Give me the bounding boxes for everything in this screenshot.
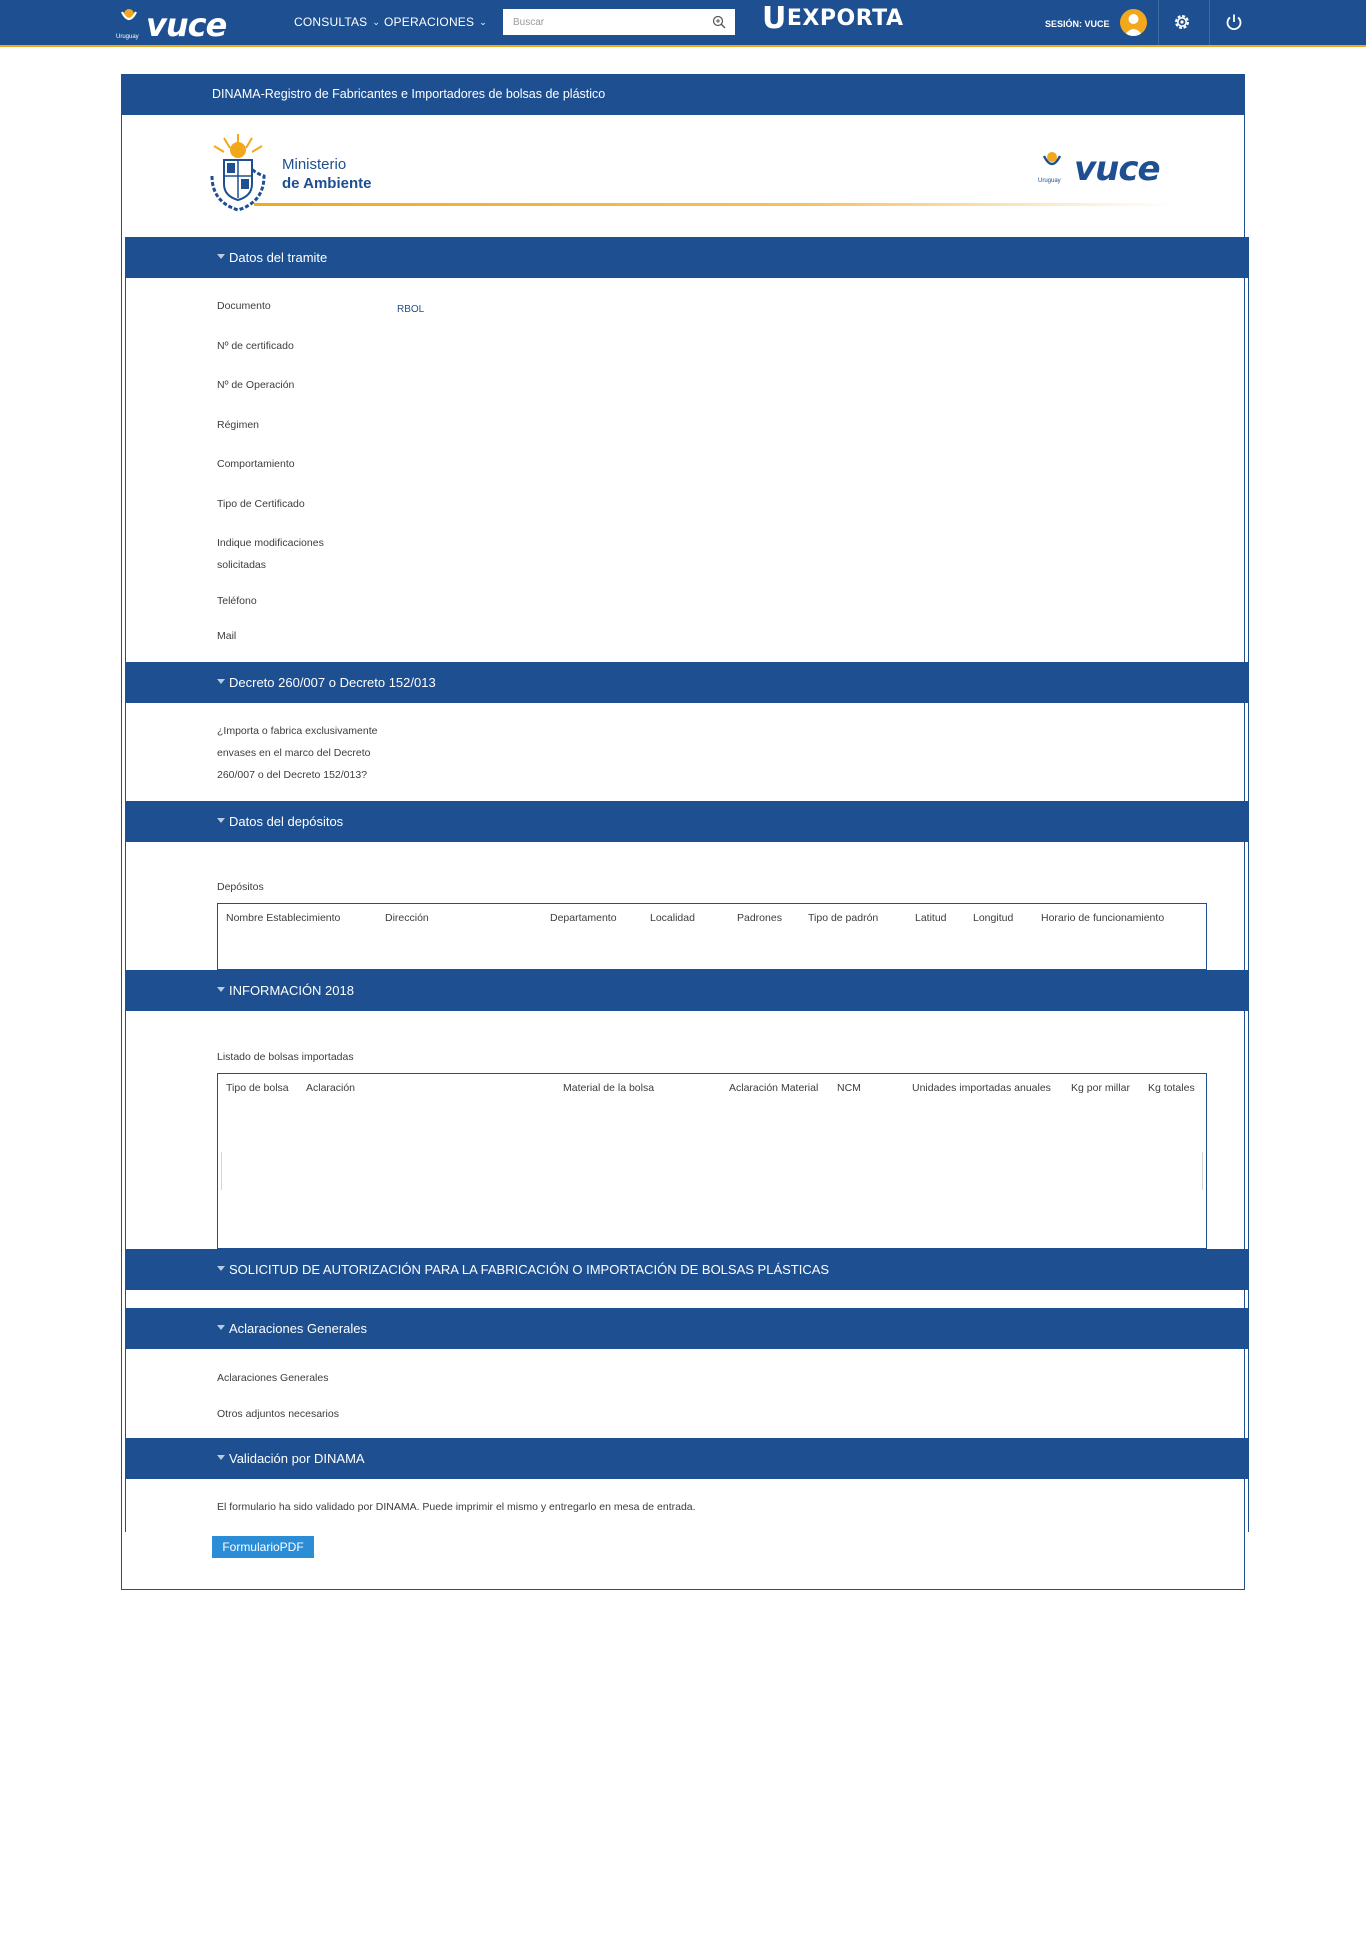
bolsas-grid[interactable] [217, 1073, 1207, 1249]
section-title: Aclaraciones Generales [229, 1321, 368, 1336]
uexporta-u: U [762, 1, 787, 36]
ministry-name [282, 155, 371, 193]
column-header[interactable]: Horario de funcionamiento [1041, 912, 1165, 924]
label-operacion: Nº de Operación [217, 379, 295, 391]
ministry-line-1: Ministerio [282, 156, 347, 173]
column-header[interactable]: NCM [837, 1082, 861, 1094]
label-documento: Documento [217, 300, 271, 312]
column-header[interactable]: Dirección [385, 912, 429, 924]
column-header[interactable]: Aclaración Material [729, 1082, 819, 1094]
menu-operaciones-label: OPERACIONES [384, 15, 475, 29]
column-header[interactable]: Departamento [550, 912, 617, 924]
label-certificado: Nº de certificado [217, 340, 294, 352]
label-tipo-certificado: Tipo de Certificado [217, 498, 305, 510]
label-telefono: Teléfono [217, 595, 257, 607]
label-regimen: Régimen [217, 419, 260, 431]
logo-emblem-icon [116, 6, 142, 40]
panel-border-left [121, 115, 122, 229]
label-comportamiento: Comportamiento [217, 458, 295, 470]
ministry-seal-icon [202, 132, 274, 214]
session-label: SESIÓN: VUCE [1045, 19, 1110, 29]
section-title: INFORMACIÓN 2018 [229, 983, 354, 998]
column-header[interactable]: Kg totales [1148, 1082, 1195, 1094]
grid-scroll-handle[interactable] [1202, 1152, 1203, 1190]
uexporta-logo[interactable] [762, 1, 904, 36]
logo-country: Uruguay [116, 34, 139, 40]
vuce-banner-country: Uruguay [1038, 178, 1061, 184]
section-header-solicitud[interactable] [125, 1249, 1249, 1290]
search-input[interactable] [503, 9, 735, 35]
ministry-line-2: de Ambiente [282, 175, 372, 192]
section-title: SOLICITUD DE AUTORIZACIÓN PARA LA FABRICACIÓN O IMPORTACIÓN DE BOLSAS PLÁSTICAS [229, 1262, 830, 1277]
question-line-1: ¿Importa o fabrica exclusivamente [217, 725, 378, 737]
menu-consultas[interactable] [294, 15, 380, 29]
uexporta-word: EXPORTA [786, 6, 904, 31]
section-header-decreto[interactable] [125, 662, 1249, 703]
caret-down-icon [217, 987, 225, 992]
search-icon[interactable] [712, 15, 726, 29]
column-header[interactable]: Latitud [915, 912, 947, 924]
caret-down-icon [217, 679, 225, 684]
banner-divider [254, 203, 1174, 206]
column-header[interactable]: Aclaración [306, 1082, 356, 1094]
column-header[interactable]: Unidades importadas anuales [912, 1082, 1051, 1094]
section-header-validacion[interactable] [125, 1438, 1249, 1479]
vuce-logo[interactable] [116, 4, 227, 44]
column-header[interactable]: Nombre Establecimiento [226, 912, 341, 924]
section-title: Validación por DINAMA [229, 1451, 365, 1466]
label-modificaciones [217, 532, 324, 576]
label-mail: Mail [217, 630, 237, 642]
depositos-grid[interactable] [217, 903, 1207, 970]
top-navigation-bar [0, 0, 1366, 47]
column-header[interactable]: Material de la bolsa [563, 1082, 655, 1094]
toolbar-divider [1158, 0, 1159, 45]
value-documento: RBOL [397, 304, 425, 315]
column-header[interactable]: Localidad [650, 912, 695, 924]
logo-emblem-icon [1038, 150, 1066, 184]
grid-scroll-handle[interactable] [221, 1152, 222, 1190]
panel-border-right [1244, 115, 1245, 229]
label-listado-bolsas: Listado de bolsas importadas [217, 1051, 354, 1063]
section-title: Datos del tramite [229, 250, 328, 265]
question-line-3: 260/007 o del Decreto 152/013? [217, 769, 368, 781]
menu-consultas-label: CONSULTAS [294, 15, 368, 29]
caret-down-icon [217, 254, 225, 259]
section-header-depositos[interactable] [125, 801, 1249, 842]
section-title: Datos del depósitos [229, 814, 344, 829]
column-header[interactable]: Padrones [737, 912, 782, 924]
caret-down-icon [217, 1266, 225, 1271]
label-modificaciones-line-1: Indique modificaciones [217, 537, 324, 549]
caret-down-icon [217, 818, 225, 823]
section-header-datos-tramite[interactable] [125, 237, 1249, 278]
chevron-down-icon: ⌄ [372, 17, 381, 27]
panel-title: DINAMA-Registro de Fabricantes e Importadores de bolsas de plástico [121, 74, 1245, 115]
label-modificaciones-line-2: solicitadas [217, 559, 267, 571]
vuce-logo-banner [1038, 149, 1160, 189]
label-depositos: Depósitos [217, 881, 264, 893]
formulario-pdf-button[interactable]: FormularioPDF [212, 1536, 314, 1558]
chevron-down-icon: ⌄ [479, 17, 487, 27]
user-avatar-icon[interactable] [1120, 9, 1147, 36]
caret-down-icon [217, 1325, 225, 1330]
label-aclaraciones-generales: Aclaraciones Generales [217, 1372, 329, 1384]
column-header[interactable]: Longitud [973, 912, 1014, 924]
gear-icon[interactable] [1172, 12, 1192, 32]
column-header[interactable]: Tipo de bolsa [226, 1082, 289, 1094]
label-otros-adjuntos: Otros adjuntos necesarios [217, 1408, 339, 1420]
toolbar-divider [1209, 0, 1210, 45]
vuce-banner-wordmark: vuce [1074, 149, 1160, 189]
logo-wordmark: vuce [146, 6, 227, 44]
validation-message: El formulario ha sido validado por DINAMA. Puede imprimir el mismo y entregarlo en mesa de entrada. [217, 1501, 696, 1513]
power-icon[interactable] [1224, 12, 1244, 32]
column-header[interactable]: Kg por millar [1071, 1082, 1130, 1094]
section-header-aclaraciones[interactable] [125, 1308, 1249, 1349]
caret-down-icon [217, 1455, 225, 1460]
question-line-2: envases en el marco del Decreto [217, 747, 371, 759]
section-title: Decreto 260/007 o Decreto 152/013 [229, 675, 436, 690]
menu-operaciones[interactable] [384, 15, 487, 29]
label-decreto-question [217, 720, 377, 786]
section-header-informacion[interactable] [125, 970, 1249, 1011]
column-header[interactable]: Tipo de padrón [808, 912, 879, 924]
